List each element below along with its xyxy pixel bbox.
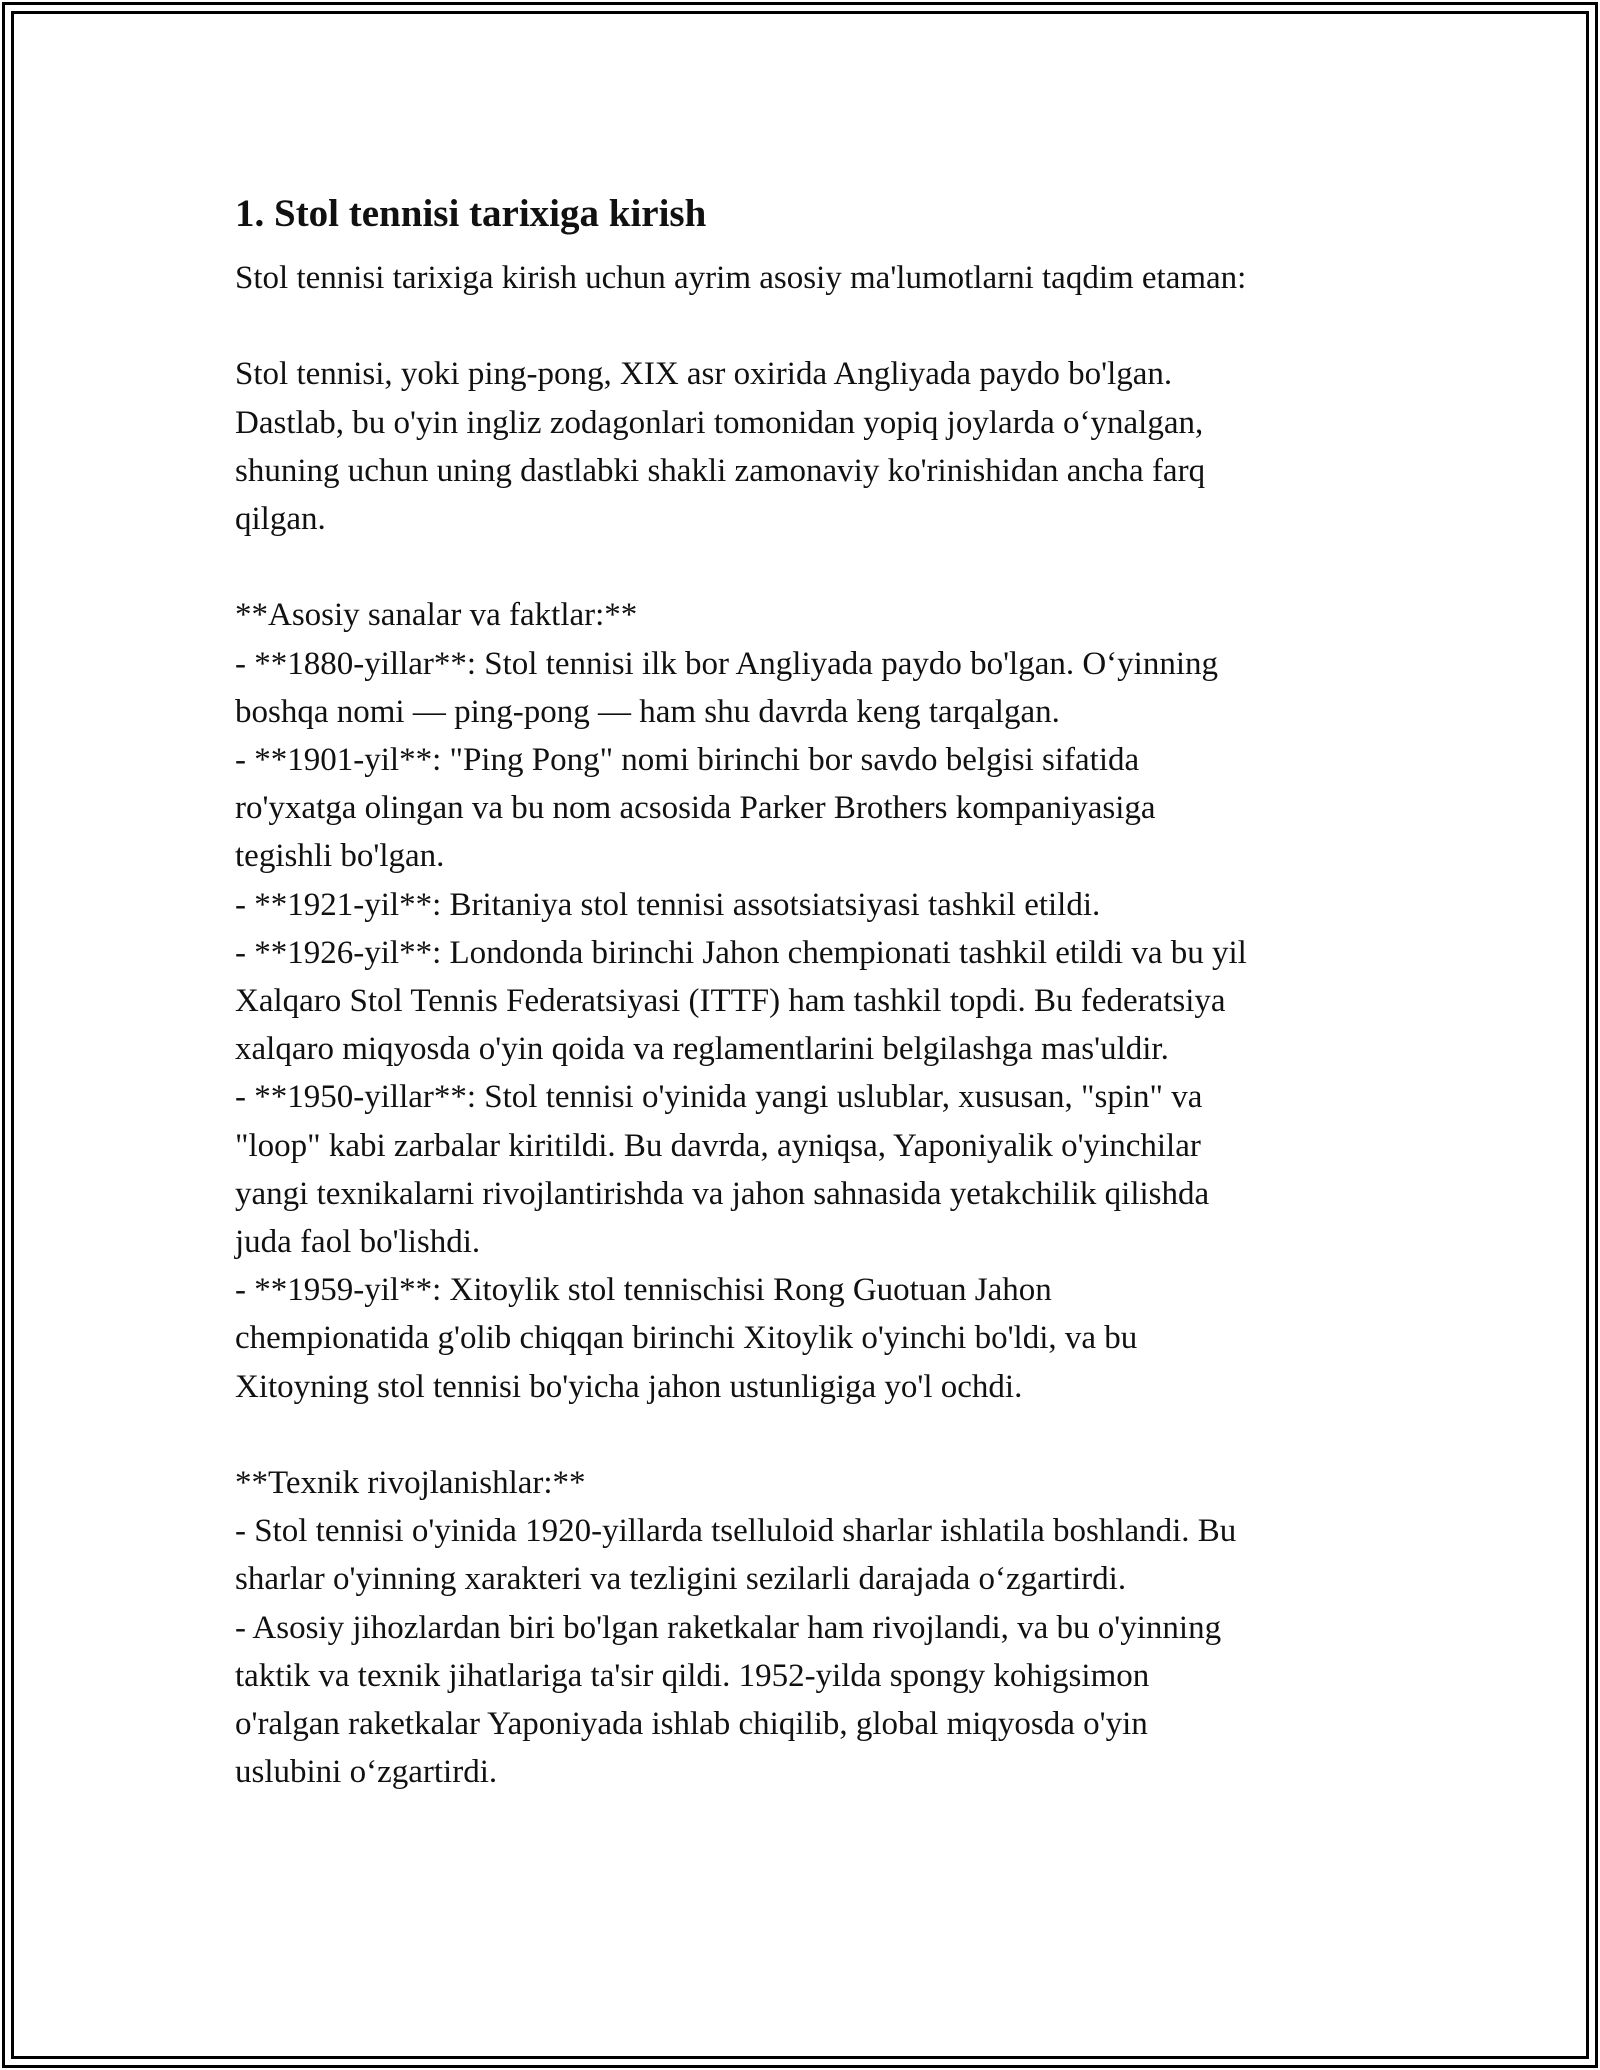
text-line: - **1921-yil**: Britaniya stol tennisi assotsiatsiyasi tashkil etildi.	[235, 886, 1101, 923]
text-line: o'ralgan raketkalar Yaponiyada ishlab chiqilib, global miqyosda o'yin	[235, 1706, 1148, 1743]
text-line: - **1959-yil**: Xitoylik stol tennischisi Rong Guotuan Jahon	[235, 1272, 1052, 1309]
text-line: juda faol bo'lishdi.	[235, 1224, 481, 1261]
blank-line	[235, 1411, 1385, 1459]
text-line: Xitoyning stol tennisi bo'yicha jahon ustunligiga yo'l ochdi.	[235, 1368, 1023, 1405]
text-line: yangi texnikalarni rivojlantirishda va jahon sahnasida yetakchilik qilishda	[235, 1175, 1210, 1212]
text-line: uslubini o‘zgartirdi.	[235, 1754, 498, 1791]
text-line: xalqaro miqyosda o'yin qoida va reglamentlarini belgilashga mas'uldir.	[235, 1031, 1169, 1068]
text-line: Dastlab, bu o'yin ingliz zodagonlari tomonidan yopiq joylarda o‘ynalgan,	[235, 404, 1204, 441]
text-line: ro'yxatga olingan va bu nom acsosida Parker Brothers kompaniyasiga	[235, 790, 1156, 827]
text-line: - **1880-yillar**: Stol tennisi ilk bor Angliyada paydo bo'lgan. O‘yinning	[235, 645, 1219, 682]
text-line: tegishli bo'lgan.	[235, 838, 445, 875]
text-line: boshqa nomi — ping-pong — ham shu davrda keng tarqalgan.	[235, 693, 1060, 730]
blank-line	[235, 543, 1385, 591]
text-line: sharlar o'yinning xarakteri va tezligini sezilarli darajada o‘zgartirdi.	[235, 1561, 1127, 1598]
text-line: "loop" kabi zarbalar kiritildi. Bu davrda, ayniqsa, Yaponiyalik o'yinchilar	[235, 1127, 1201, 1164]
text-line: - Asosiy jihozlardan biri bo'lgan raketkalar ham rivojlandi, va bu o'yinning	[235, 1609, 1222, 1646]
text-line: Xalqaro Stol Tennis Federatsiyasi (ITTF) ham tashkil topdi. Bu federatsiya	[235, 983, 1226, 1020]
document-body	[235, 188, 1385, 1796]
text-line: - Stol tennisi o'yinida 1920-yillarda tselluloid sharlar ishlatila boshlandi. Bu	[235, 1513, 1237, 1550]
text-line: **Texnik rivojlanishlar:**	[235, 1465, 586, 1502]
text-line: qilgan.	[235, 501, 326, 537]
text-line: Stol tennisi, yoki ping-pong, XIX asr oxirida Angliyada paydo bo'lgan.	[235, 356, 1173, 393]
text-line: **Asosiy sanalar va faktlar:**	[235, 597, 638, 634]
text-line: - **1950-yillar**: Stol tennisi o'yinida yangi uslublar, xususan, "spin" va	[235, 1079, 1203, 1116]
blank-line	[235, 302, 1385, 350]
text-line: - **1901-yil**: "Ping Pong" nomi birinchi bor savdo belgisi sifatida	[235, 742, 1140, 778]
text-line: taktik va texnik jihatlariga ta'sir qildi. 1952-yilda spongy kohigsimon	[235, 1657, 1150, 1694]
text-line: - **1926-yil**: Londonda birinchi Jahon chempionati tashkil etildi va bu yil	[235, 934, 1247, 971]
text-line: Stol tennisi tarixiga kirish uchun ayrim asosiy ma'lumotlarni taqdim etaman:	[235, 260, 1247, 296]
text-line: chempionatida g'olib chiqqan birinchi Xitoylik o'yinchi bo'ldi, va bu	[235, 1320, 1138, 1357]
section-heading: 1. Stol tennisi tarixiga kirish	[235, 192, 707, 235]
text-line: shuning uchun uning dastlabki shakli zamonaviy ko'rinishidan ancha farq	[235, 452, 1206, 489]
